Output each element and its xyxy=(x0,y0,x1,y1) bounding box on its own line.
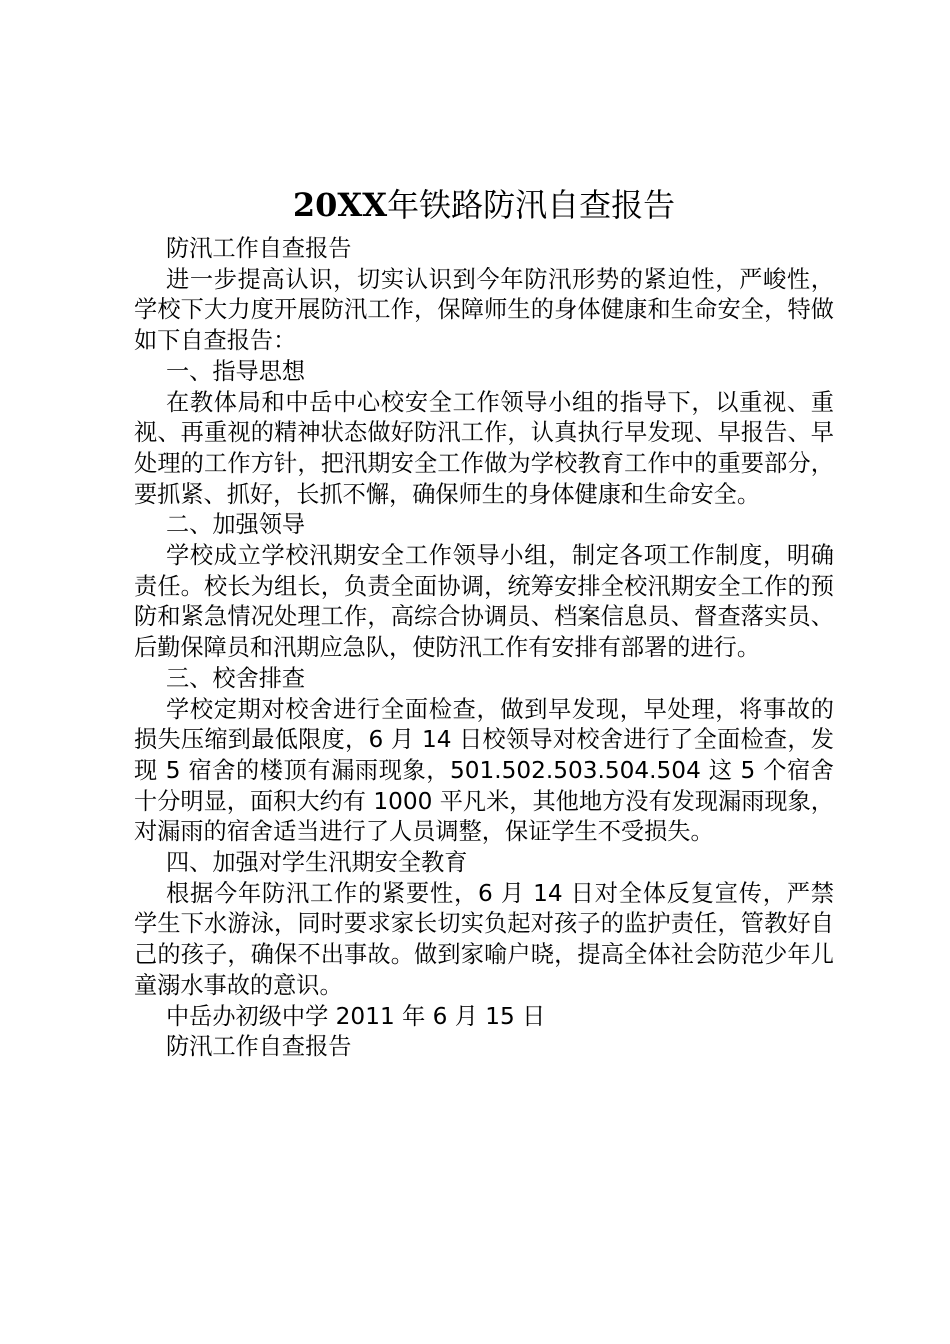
section-heading-building-inspection: 三、校舍排查 xyxy=(166,664,306,692)
safety-education-paragraph: 根据今年防汛工作的紧要性，6 月 14 日对全体反复宣传，严禁学生下水游泳，同时要求家长切实负起对孩子的监护责任，管教好自己的孩子，确保不出事故。做到家喻户晓，提高全体社会防范少年儿童溺水事故的意识。 xyxy=(134,879,834,999)
building-inspection-paragraph: 学校定期对校舍进行全面检查，做到早发现，早处理，将事故的损失压缩到最低限度，6 月 14 日校领导对校舍进行了全面检查，发现 5 宿舍的楼顶有漏雨现象，501.502.503.504.504 这 5 个宿舍十分明显，面积大约有 1000 平凡米，其他地方没有发现漏雨现象，对漏雨的宿舍适当进行了人员调整，保证学生不受损失。 xyxy=(134,695,834,846)
guiding-ideology-paragraph: 在教体局和中岳中心校安全工作领导小组的指导下，以重视、重视、再重视的精神状态做好防汛工作，认真执行早发现、早报告、早处理的工作方针，把汛期安全工作做为学校教育工作中的重要部分，要抓紧、抓好，长抓不懈，确保师生的身体健康和生命安全。 xyxy=(134,388,834,508)
subtitle-paragraph: 防汛工作自查报告 xyxy=(166,235,352,262)
document-title xyxy=(134,178,834,232)
intro-paragraph: 进一步提高认识，切实认识到今年防汛形势的紧迫性，严峻性，学校下大力度开展防汛工作，保障师生的身体健康和生命安全，特做如下自查报告： xyxy=(134,265,834,355)
title-text: 年铁路防汛自查报告 xyxy=(387,186,676,224)
signature-date-line: 中岳办初级中学 2011 年 6 月 15 日 xyxy=(166,1002,546,1030)
section-heading-leadership: 二、加强领导 xyxy=(166,511,306,539)
section-heading-guiding-ideology: 一、指导思想 xyxy=(166,357,306,385)
title-year: 20XX xyxy=(292,186,388,224)
closing-title-line: 防汛工作自查报告 xyxy=(166,1033,352,1061)
section-heading-safety-education: 四、加强对学生汛期安全教育 xyxy=(166,849,468,877)
leadership-paragraph: 学校成立学校汛期安全工作领导小组，制定各项工作制度，明确责任。校长为组长，负责全面协调，统筹安排全校汛期安全工作的预防和紧急情况处理工作，高综合协调员、档案信息员、督查落实员、后勤保障员和汛期应急队，使防汛工作有安排有部署的进行。 xyxy=(134,542,834,662)
document-body xyxy=(134,178,834,1063)
